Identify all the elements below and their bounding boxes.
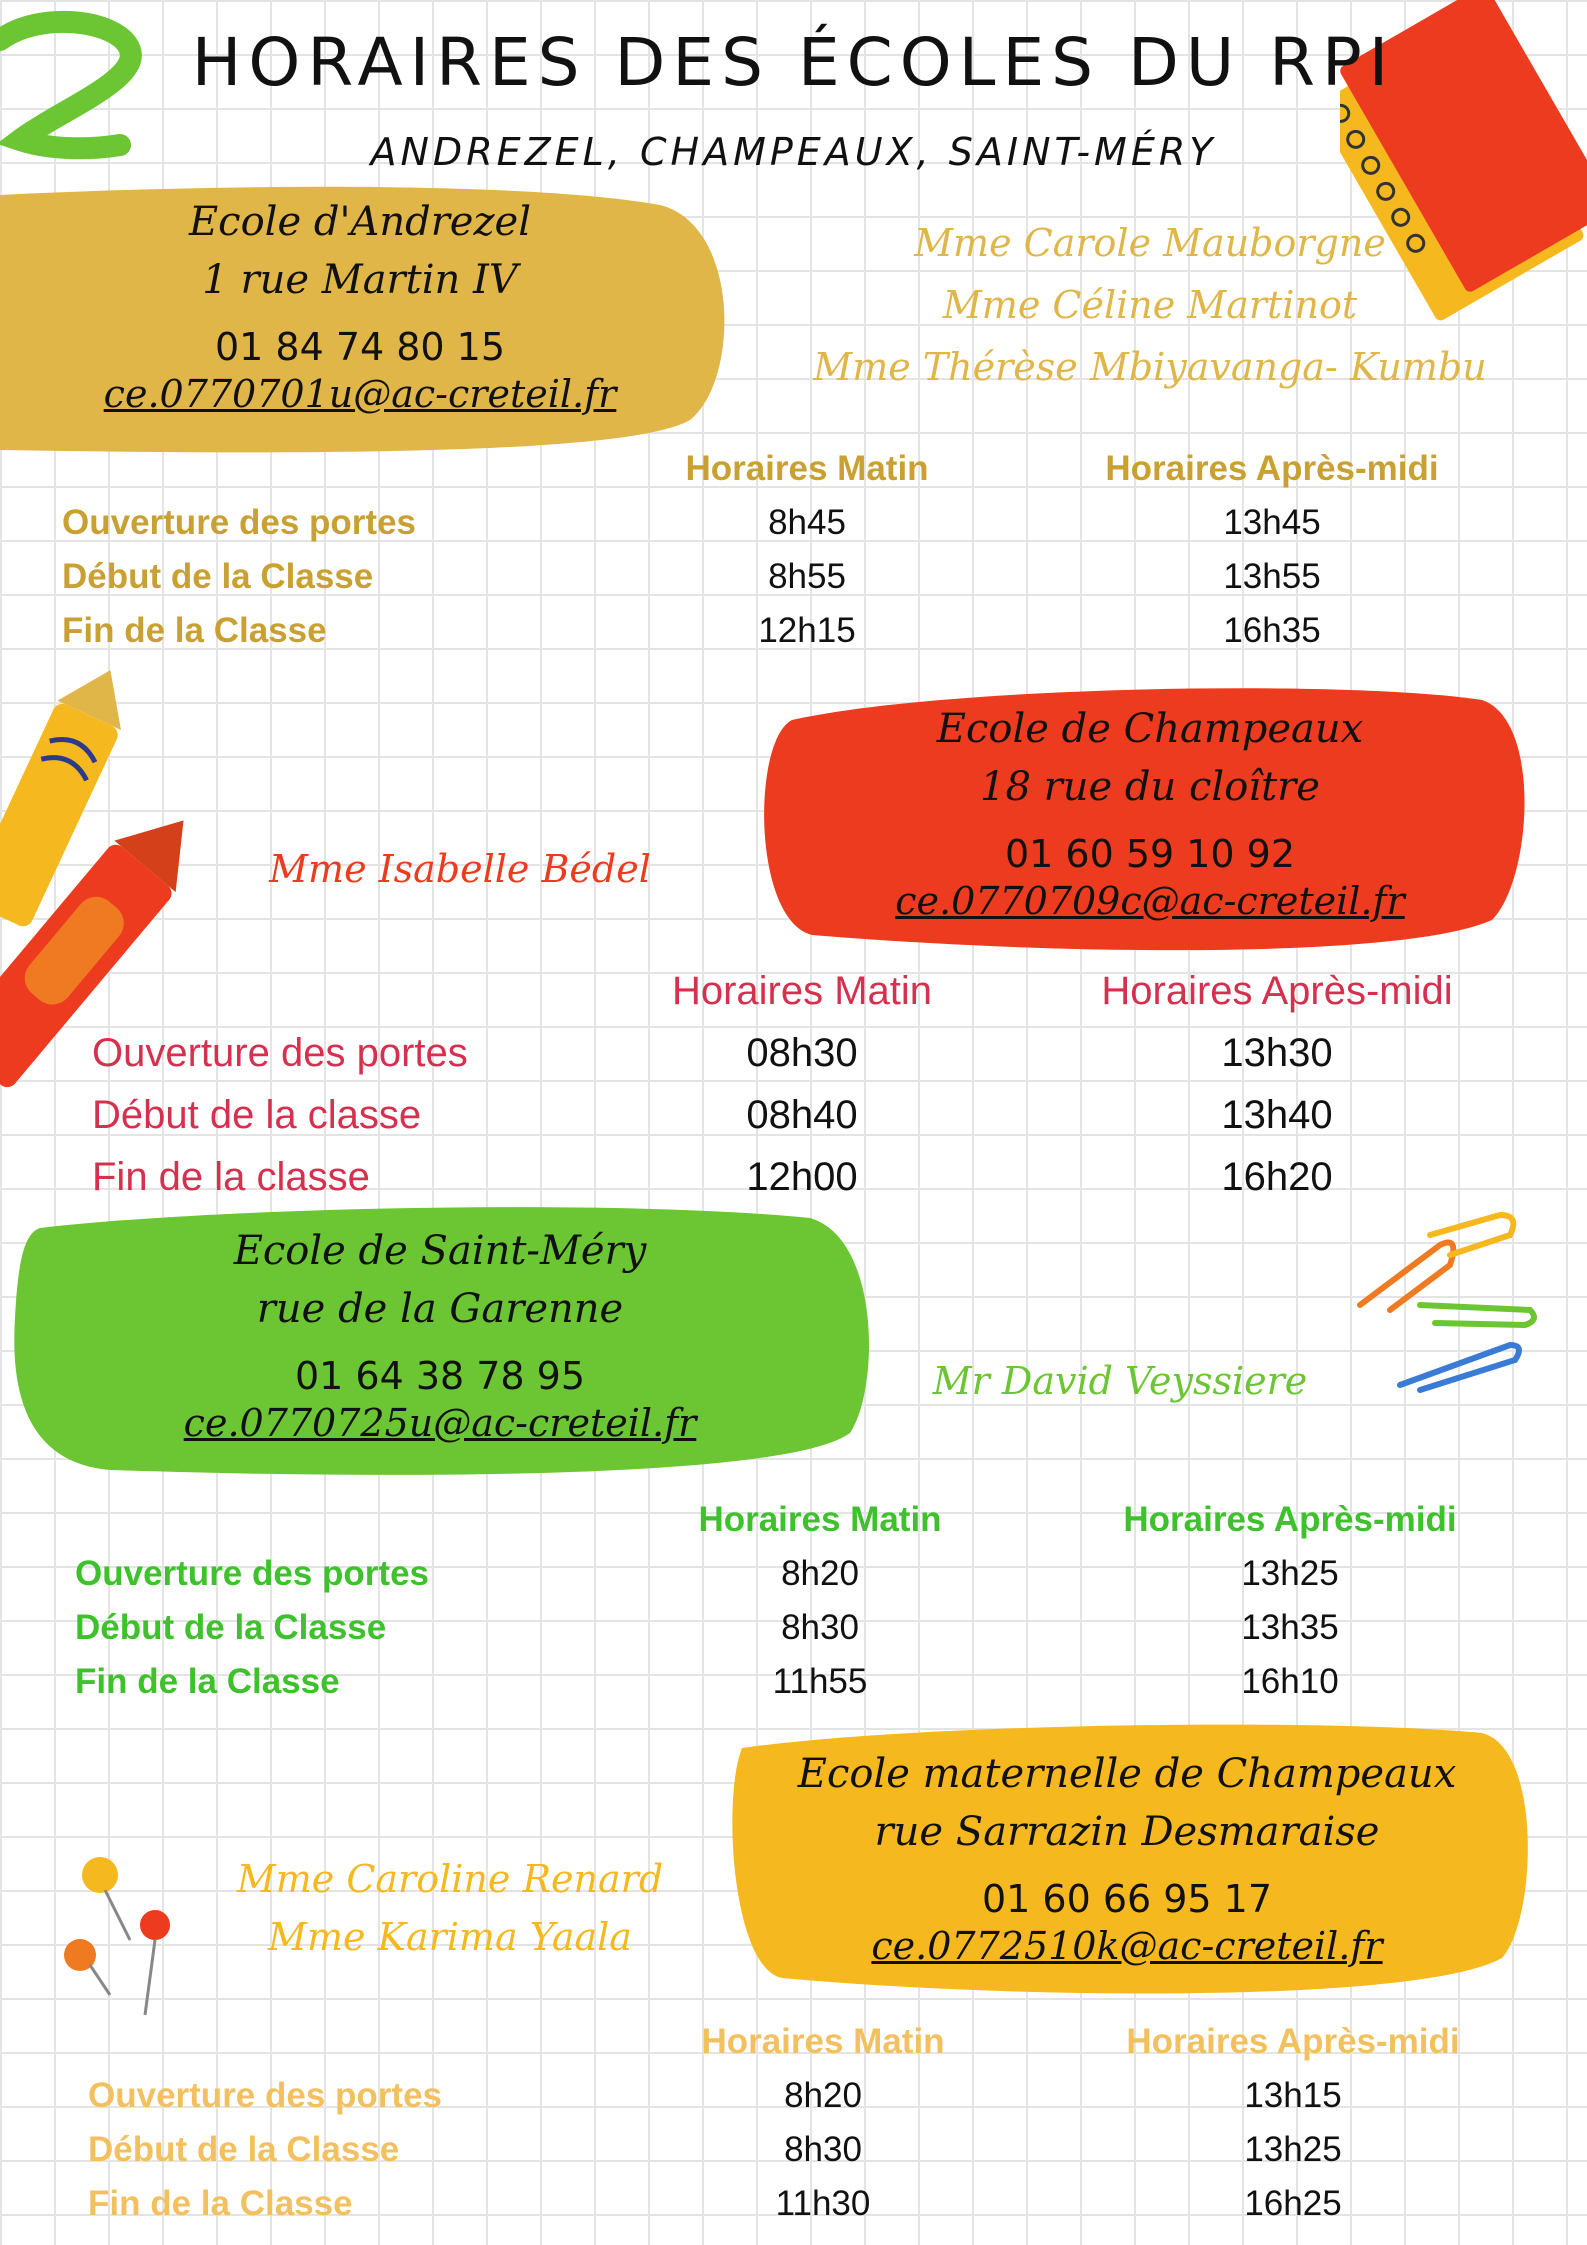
col-header-apres-midi: Horaires Après-midi xyxy=(1123,1500,1457,1539)
page-subtitle: ANDREZEL, CHAMPEAUX, SAINT-MÉRY xyxy=(370,130,1217,174)
teacher-name: Mr David Veyssiere xyxy=(932,1359,1308,1403)
cell-matin: 12h15 xyxy=(758,611,856,650)
col-header-matin: Horaires Matin xyxy=(671,968,933,1013)
cell-apres-midi: 13h15 xyxy=(1244,2076,1342,2115)
school-phone: 01 60 66 95 17 xyxy=(981,1877,1273,1921)
cell-matin: 8h30 xyxy=(781,1608,859,1647)
row-label: Fin de la classe xyxy=(92,1154,370,1199)
school-name: Ecole de Champeaux xyxy=(936,706,1364,752)
cell-matin: 11h55 xyxy=(772,1662,868,1701)
champeaux-schedule-table xyxy=(92,960,1542,1208)
table-row xyxy=(62,496,1512,550)
row-label: Début de la Classe xyxy=(62,557,374,596)
saint-mery-contact xyxy=(100,1222,780,1446)
school-address: 1 rue Martin IV xyxy=(202,257,518,303)
school-address: rue de la Garenne xyxy=(256,1286,624,1332)
champeaux-contact xyxy=(810,700,1490,924)
cell-apres-midi: 16h25 xyxy=(1244,2184,1342,2223)
school-name: Ecole d'Andrezel xyxy=(188,199,532,245)
table-row xyxy=(92,1084,1542,1146)
push-pins-decoration xyxy=(60,1855,190,2035)
andrezel-schedule-table xyxy=(62,442,1512,658)
teacher-name: Mme Isabelle Bédel xyxy=(269,847,651,891)
row-label: Début de la Classe xyxy=(88,2130,400,2169)
row-label: Fin de la Classe xyxy=(62,611,327,650)
cell-matin: 08h30 xyxy=(746,1030,858,1075)
cell-apres-midi: 13h45 xyxy=(1223,503,1321,542)
col-header-matin: Horaires Matin xyxy=(701,2022,945,2061)
cell-matin: 8h30 xyxy=(784,2130,862,2169)
col-header-matin: Horaires Matin xyxy=(698,1500,942,1539)
row-label: Ouverture des portes xyxy=(62,503,416,542)
row-label: Ouverture des portes xyxy=(88,2076,442,2115)
cell-matin: 11h30 xyxy=(775,2184,871,2223)
col-header-apres-midi: Horaires Après-midi xyxy=(1126,2022,1460,2061)
cell-apres-midi: 16h20 xyxy=(1221,1154,1333,1199)
school-email-link[interactable]: ce.0770701u@ac-creteil.fr xyxy=(103,372,617,416)
maternelle-teachers xyxy=(190,1850,710,1966)
teacher-name: Mme Karima Yaala xyxy=(268,1915,632,1959)
cell-matin: 12h00 xyxy=(746,1154,858,1199)
school-address: rue Sarrazin Desmaraise xyxy=(874,1809,1380,1855)
school-address: 18 rue du cloître xyxy=(980,764,1320,810)
school-email-link[interactable]: ce.0770709c@ac-creteil.fr xyxy=(895,879,1405,923)
cell-matin: 8h55 xyxy=(768,557,846,596)
row-label: Ouverture des portes xyxy=(92,1030,468,1075)
table-row xyxy=(88,2069,1538,2123)
table-row xyxy=(88,2177,1538,2231)
cell-apres-midi: 13h30 xyxy=(1221,1030,1333,1075)
cell-matin: 8h45 xyxy=(768,503,846,542)
school-name: Ecole de Saint-Méry xyxy=(233,1228,647,1274)
teacher-name: Mme Carole Mauborgne xyxy=(914,221,1386,265)
row-label: Début de la Classe xyxy=(75,1608,387,1647)
table-row xyxy=(75,1655,1535,1709)
table-row xyxy=(92,1022,1542,1084)
school-email-link[interactable]: ce.0770725u@ac-creteil.fr xyxy=(183,1401,697,1445)
cell-apres-midi: 13h40 xyxy=(1221,1092,1333,1137)
cell-apres-midi: 16h10 xyxy=(1241,1662,1339,1701)
school-phone: 01 84 74 80 15 xyxy=(214,325,506,369)
row-label: Fin de la Classe xyxy=(88,2184,353,2223)
teacher-name: Mme Thérèse Mbiyavanga- Kumbu xyxy=(813,345,1487,389)
cell-matin: 08h40 xyxy=(746,1092,858,1137)
andrezel-contact xyxy=(60,193,660,417)
cell-apres-midi: 13h25 xyxy=(1241,1554,1339,1593)
cell-matin: 8h20 xyxy=(781,1554,859,1593)
col-header-matin: Horaires Matin xyxy=(685,449,929,488)
champeaux-teachers xyxy=(200,838,720,900)
row-label: Début de la classe xyxy=(92,1092,422,1137)
maternelle-contact xyxy=(742,1745,1512,1969)
cell-apres-midi: 13h25 xyxy=(1244,2130,1342,2169)
andrezel-teachers xyxy=(730,212,1570,398)
school-email-link[interactable]: ce.0772510k@ac-creteil.fr xyxy=(871,1924,1383,1968)
table-row xyxy=(62,604,1512,658)
cell-apres-midi: 16h35 xyxy=(1223,611,1321,650)
teacher-name: Mme Céline Martinot xyxy=(942,283,1358,327)
row-label: Ouverture des portes xyxy=(75,1554,429,1593)
saint-mery-teachers xyxy=(880,1350,1360,1412)
school-phone: 01 60 59 10 92 xyxy=(1004,832,1296,876)
table-row xyxy=(75,1601,1535,1655)
paper-clips-decoration xyxy=(1340,1195,1560,1425)
school-phone: 01 64 38 78 95 xyxy=(294,1354,586,1398)
table-row xyxy=(75,1547,1535,1601)
cell-apres-midi: 13h35 xyxy=(1241,1608,1339,1647)
school-name: Ecole maternelle de Champeaux xyxy=(797,1751,1457,1797)
row-label: Fin de la Classe xyxy=(75,1662,340,1701)
saint-mery-schedule-table xyxy=(75,1493,1535,1709)
col-header-apres-midi: Horaires Après-midi xyxy=(1101,968,1453,1013)
cell-apres-midi: 13h55 xyxy=(1223,557,1321,596)
col-header-apres-midi: Horaires Après-midi xyxy=(1105,449,1439,488)
cell-matin: 8h20 xyxy=(784,2076,862,2115)
page-title: HORAIRES DES ÉCOLES DU RPI xyxy=(191,24,1396,101)
maternelle-schedule-table xyxy=(88,2015,1538,2231)
teacher-name: Mme Caroline Renard xyxy=(236,1857,664,1901)
table-row xyxy=(62,550,1512,604)
table-row xyxy=(88,2123,1538,2177)
